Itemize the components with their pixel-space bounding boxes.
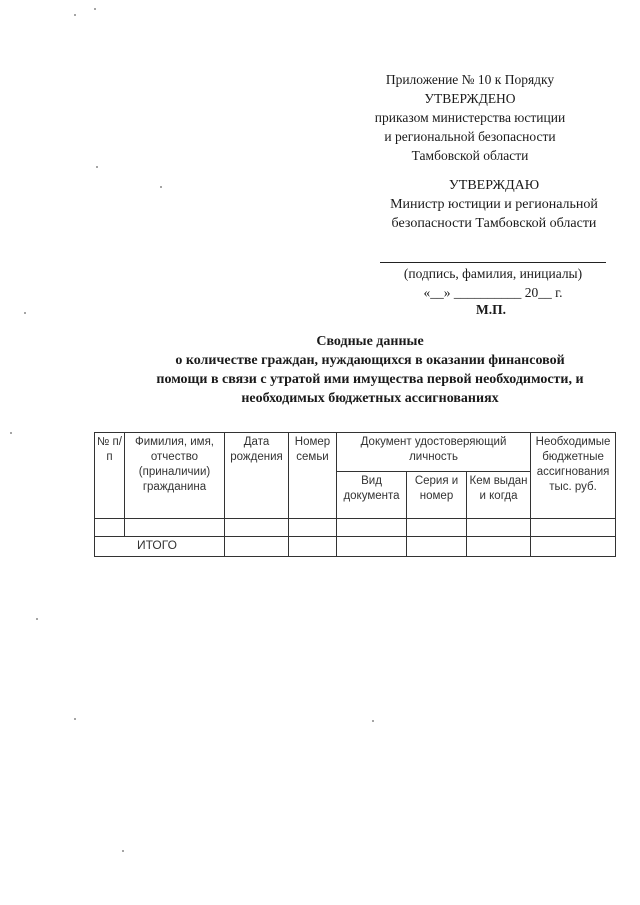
table-cell	[531, 519, 616, 537]
appendix-line: Приложение № 10 к Порядку	[385, 72, 555, 87]
table-cell	[225, 537, 289, 557]
header-doc-series: Серия и номер	[407, 472, 467, 519]
title-line: Сводные данные	[316, 334, 424, 349]
table-total-row	[95, 537, 616, 557]
header-budget: Необходимые бюджетные ассигнования тыс. руб.	[531, 433, 616, 519]
header-doc-issued: Кем выдан и когда	[467, 472, 531, 519]
title-line: помощи в связи с утратой ими имущества первой необходимости, и	[156, 372, 584, 387]
approver-position: безопасности Тамбовской области	[391, 216, 597, 231]
stamp-label: М.П.	[476, 302, 506, 317]
scan-speck	[24, 312, 26, 314]
header-doc-type: Вид документа	[337, 472, 407, 519]
appendix-line: и региональной безопасности	[384, 129, 556, 144]
table-row	[95, 519, 616, 537]
table-cell	[225, 519, 289, 537]
signature-caption: (подпись, фамилия, инициалы)	[403, 266, 583, 281]
scan-speck	[96, 166, 98, 168]
scan-speck	[122, 850, 124, 852]
header-num: № п/п	[95, 433, 125, 519]
scan-speck	[10, 432, 12, 434]
appendix-line: Тамбовской области	[411, 148, 529, 163]
header-name: Фимилия, имя, отчество (приналичии) гражданина	[125, 433, 225, 519]
title-line: необходимых бюджетных ассигнованиях	[241, 391, 499, 406]
scan-speck	[160, 186, 162, 188]
appendix-block	[360, 70, 580, 165]
scan-speck	[74, 14, 76, 16]
date-line: «__» __________ 20__ г.	[423, 285, 563, 300]
table-cell	[337, 519, 407, 537]
scan-speck	[36, 618, 38, 620]
header-family-number: Номер семьи	[289, 433, 337, 519]
approved-heading: УТВЕРЖДЕНО	[424, 91, 516, 106]
approver-position: Министр юстиции и региональной	[390, 197, 598, 212]
table-cell	[407, 519, 467, 537]
table-cell	[289, 537, 337, 557]
table-cell	[337, 537, 407, 557]
table-header-row	[95, 433, 616, 472]
table-cell	[289, 519, 337, 537]
scan-speck	[372, 720, 374, 722]
scan-speck	[94, 8, 96, 10]
table-cell	[125, 519, 225, 537]
total-label: ИТОГО	[95, 537, 225, 557]
summary-table	[94, 432, 616, 557]
approval-block	[372, 176, 616, 233]
title-line: о количестве граждан, нуждающихся в оказании финансовой	[175, 353, 565, 368]
document-title	[150, 332, 590, 408]
table-cell	[407, 537, 467, 557]
table-cell	[467, 519, 531, 537]
appendix-line: приказом министерства юстиции	[374, 110, 566, 125]
table-cell	[95, 519, 125, 537]
scan-speck	[74, 718, 76, 720]
signature-line	[380, 262, 606, 263]
table-cell	[467, 537, 531, 557]
table-cell	[531, 537, 616, 557]
header-birth-date: Дата рождения	[225, 433, 289, 519]
header-identity-document: Документ удостоверяющий личность	[337, 433, 531, 472]
approval-heading: УТВЕРЖДАЮ	[448, 178, 540, 193]
